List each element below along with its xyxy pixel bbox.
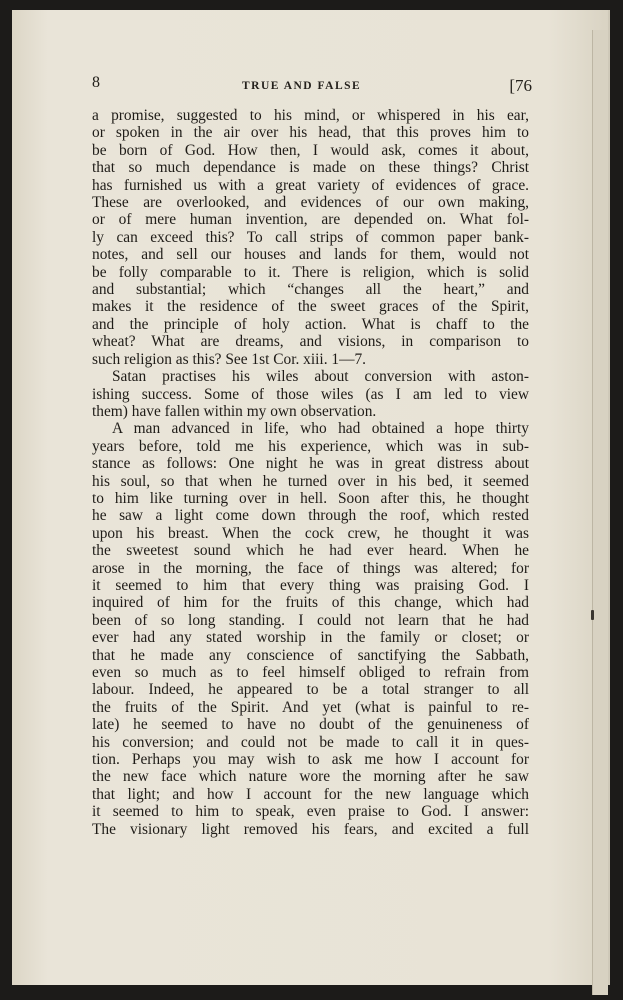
- body-text: [92, 107, 529, 838]
- text-line: it seemed to him that every thing was praising God. I: [92, 576, 529, 594]
- text-line: a promise, suggested to his mind, or whispered in his ear,: [92, 107, 529, 124]
- text-line: A man advanced in life, who had obtained a hope thirty: [112, 420, 529, 438]
- text-line: that he made any conscience of sanctifying the Sabbath,: [92, 646, 529, 664]
- text-line: wheat? What are dreams, and visions, in comparison to: [92, 333, 529, 351]
- text-line: to him like turning over in hell. Soon after this, he thought: [92, 489, 529, 507]
- page-edge: [592, 30, 608, 995]
- text-line: even so much as to feel himself obliged to refrain from: [92, 664, 529, 681]
- text-line: The visionary light removed his fears, and excited a full: [92, 820, 529, 838]
- text-line: the fruits of the Spirit. And yet (what is painful to re-: [92, 698, 529, 716]
- text-line: such religion as this? See 1st Cor. xiii. 1—7.: [92, 350, 367, 368]
- text-line: labour. Indeed, he appeared to be a total stranger to all: [92, 681, 529, 699]
- text-line: and the principle of holy action. What is chaff to the: [92, 315, 529, 333]
- text-line: that light; and how I account for the new language which: [92, 785, 529, 803]
- margin-mark: [591, 610, 594, 620]
- text-line: or of mere human invention, are depended on. What fol-: [92, 211, 529, 229]
- text-line: or spoken in the air over his head, that this proves him to: [92, 124, 529, 142]
- page-header: [92, 68, 532, 98]
- signature-mark: 8: [92, 74, 100, 91]
- text-line: and substantial; which “changes all the heart,” and: [92, 281, 529, 299]
- text-line: them) have fallen within my own observation.: [92, 402, 377, 420]
- text-line: notes, and sell our houses and lands for them, would not: [92, 246, 529, 264]
- text-line: that so much dependance is made on these things? Christ: [92, 159, 529, 177]
- text-line: inquired of him for the fruits of this change, which had: [92, 594, 529, 612]
- text-line: ishing success. Some of those wiles (as I am led to view: [92, 385, 529, 403]
- text-line: upon his breast. When the cock crew, he thought it was: [92, 524, 529, 542]
- paper-page: [12, 10, 608, 985]
- text-line: ly can exceed this? To call strips of common paper bank-: [92, 228, 529, 246]
- text-line: has furnished us with a great variety of evidences of grace.: [92, 176, 529, 194]
- running-title: TRUE AND FALSE: [242, 80, 362, 92]
- text-line: it seemed to him to speak, even praise to God. I answer:: [92, 803, 529, 821]
- text-line: years before, told me his experience, which was in sub-: [92, 437, 529, 455]
- text-line: ever had any stated worship in the family or closet; or: [92, 629, 529, 647]
- text-line: been of so long standing. I could not learn that he had: [92, 611, 529, 629]
- text-line: late) he seemed to have no doubt of the genuineness of: [92, 716, 529, 734]
- text-line: be born of God. How then, I would ask, comes it about,: [92, 141, 529, 159]
- text-line: makes it the residence of the sweet graces of the Spirit,: [92, 298, 529, 316]
- text-line: the new face which nature wore the morning after he saw: [92, 768, 529, 786]
- page-number: [76: [509, 76, 532, 95]
- text-line: the sweetest sound which he had ever heard. When he: [92, 542, 529, 560]
- text-line: stance as follows: One night he was in great distress about: [92, 455, 529, 473]
- text-line: Satan practises his wiles about conversion with aston-: [112, 368, 529, 386]
- text-line: his soul, so that when he turned over in his bed, it seemed: [92, 472, 529, 490]
- text-line: his conversion; and could not be made to call it in ques-: [92, 733, 529, 751]
- text-line: be folly comparable to it. There is religion, which is solid: [92, 263, 529, 281]
- text-line: arose in the morning, the face of things was altered; for: [92, 559, 529, 577]
- text-line: tion. Perhaps you may wish to ask me how I account for: [92, 751, 529, 769]
- text-line: These are overlooked, and evidences of our own making,: [92, 194, 529, 212]
- text-line: he saw a light come down through the roof, which rested: [92, 507, 529, 525]
